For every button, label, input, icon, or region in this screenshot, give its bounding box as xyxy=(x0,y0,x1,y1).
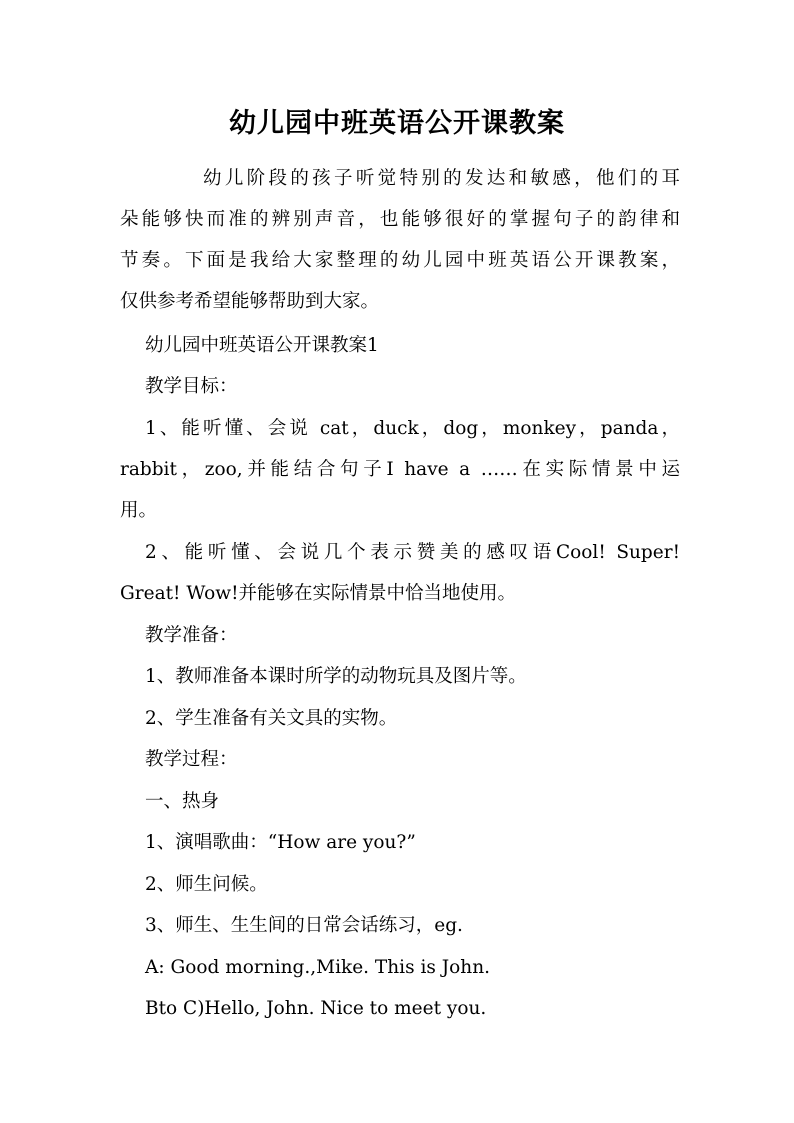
paragraph-line: 用。 xyxy=(120,500,158,521)
paragraph-line: 幼儿阶段的孩子听觉特别的发达和敏感，他们的耳 xyxy=(203,168,680,189)
paragraph-line: rabbit，zoo,并能结合句子I have a ……在实际情景中运 xyxy=(120,459,680,480)
paragraph-line: 朵能够快而准的辨别声音，也能够很好的掌握句子的韵律和 xyxy=(120,209,680,230)
document-title: 幼儿园中班英语公开课教案 xyxy=(229,108,565,139)
paragraph-line: Bto C)Hello, John. Nice to meet you. xyxy=(145,998,487,1019)
paragraph-line: Great! Wow!并能够在实际情景中恰当地使用。 xyxy=(120,583,517,604)
subheading: 教学准备： xyxy=(145,625,238,646)
paragraph-line: 2、学生准备有关文具的实物。 xyxy=(145,708,398,729)
paragraph-line: 1、能听懂、会说 cat，duck，dog，monkey，panda， xyxy=(145,418,680,439)
paragraph-line: 节奏。下面是我给大家整理的幼儿园中班英语公开课教案， xyxy=(120,250,680,271)
paragraph-line: A: Good morning.,Mike. This is John. xyxy=(145,957,491,978)
subheading: 教学目标： xyxy=(145,376,238,397)
paragraph-line: 2、能听懂、会说几个表示赞美的感叹语Cool! Super! xyxy=(145,542,680,563)
paragraph-line: 2、师生问候。 xyxy=(145,874,268,895)
paragraph-line: 1、演唱歌曲：“How are you?” xyxy=(145,832,416,853)
paragraph-line: 1、教师准备本课时所学的动物玩具及图片等。 xyxy=(145,666,527,687)
paragraph-line: 一、热身 xyxy=(145,791,220,812)
section-heading: 幼儿园中班英语公开课教案1 xyxy=(145,335,379,356)
paragraph-line: 仅供参考希望能够帮助到大家。 xyxy=(120,291,380,312)
subheading: 教学过程： xyxy=(145,749,238,770)
paragraph-line: 3、师生、生生间的日常会话练习，eg. xyxy=(145,915,463,936)
